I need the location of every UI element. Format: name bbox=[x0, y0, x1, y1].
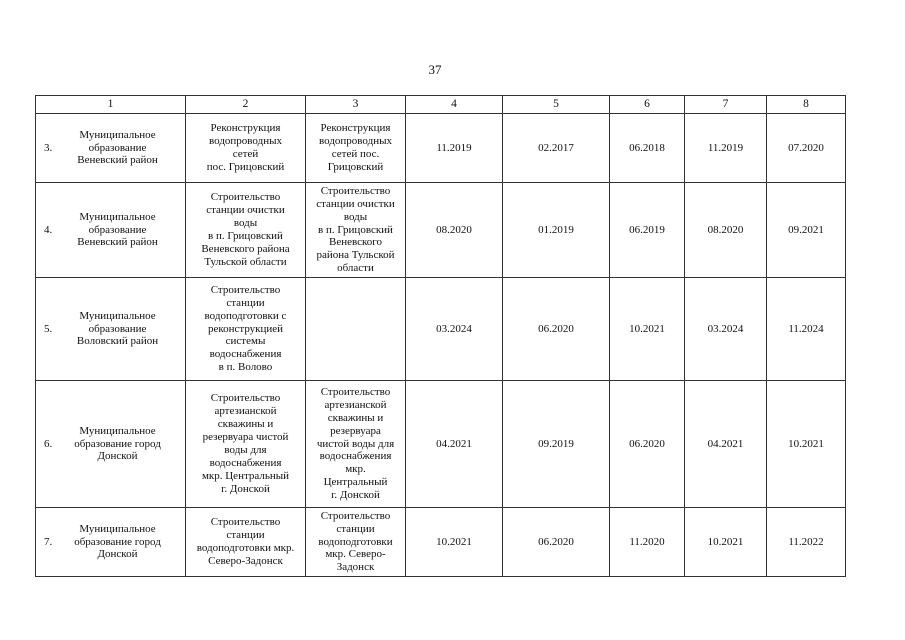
project-description-cell: Строительство станции водоподготовки мкр. Северо- Задонск bbox=[306, 508, 406, 577]
date-cell: 01.2019 bbox=[503, 183, 610, 278]
table-row bbox=[36, 278, 846, 381]
municipality-cell bbox=[36, 278, 186, 381]
project-name-cell: Строительство станции очистки воды в п. Грицовский Веневского района Тульской области bbox=[186, 183, 306, 278]
column-header: 8 bbox=[767, 96, 846, 114]
column-header: 1 bbox=[36, 96, 186, 114]
date-cell: 04.2021 bbox=[685, 381, 767, 508]
schedule-table bbox=[35, 95, 846, 577]
municipality-name: Муниципальное образование Веневский район bbox=[77, 210, 158, 249]
date-cell: 11.2022 bbox=[767, 508, 846, 577]
date-cell: 10.2021 bbox=[685, 508, 767, 577]
date-cell: 09.2021 bbox=[767, 183, 846, 278]
table-row bbox=[36, 114, 846, 183]
date-cell: 08.2020 bbox=[685, 183, 767, 278]
date-cell: 11.2024 bbox=[767, 278, 846, 381]
table-header-row bbox=[36, 96, 846, 114]
date-cell: 07.2020 bbox=[767, 114, 846, 183]
municipality-cell bbox=[36, 508, 186, 577]
column-header: 6 bbox=[610, 96, 685, 114]
date-cell: 06.2020 bbox=[610, 381, 685, 508]
project-name-cell: Реконструкция водопроводных сетей пос. Грицовский bbox=[186, 114, 306, 183]
date-cell: 03.2024 bbox=[685, 278, 767, 381]
municipality-name: Муниципальное образование Воловский район bbox=[76, 309, 159, 348]
row-number: 4. bbox=[44, 223, 53, 236]
date-cell: 06.2018 bbox=[610, 114, 685, 183]
date-cell: 10.2021 bbox=[406, 508, 503, 577]
date-cell: 09.2019 bbox=[503, 381, 610, 508]
project-name-cell: Строительство станции водоподготовки мкр. Северо-Задонск bbox=[186, 508, 306, 577]
municipality-cell bbox=[36, 183, 186, 278]
project-description-cell: Строительство станции очистки воды в п. Грицовский Веневского района Тульской области bbox=[306, 183, 406, 278]
date-cell: 08.2020 bbox=[406, 183, 503, 278]
date-cell: 10.2021 bbox=[767, 381, 846, 508]
municipality-name: Муниципальное образование Веневский район bbox=[77, 128, 158, 167]
table-row bbox=[36, 508, 846, 577]
project-name-cell: Строительство станции водоподготовки с реконструкцией системы водоснабжения в п. Волово bbox=[186, 278, 306, 381]
column-header: 5 bbox=[503, 96, 610, 114]
date-cell: 04.2021 bbox=[406, 381, 503, 508]
row-number: 7. bbox=[44, 535, 53, 548]
table-row bbox=[36, 183, 846, 278]
project-description-cell: Строительство артезианской скважины и резервуара чистой воды для водоснабжения мкр. Центральный г. Донской bbox=[306, 381, 406, 508]
municipality-cell bbox=[36, 114, 186, 183]
project-description-cell bbox=[306, 278, 406, 381]
date-cell: 11.2019 bbox=[685, 114, 767, 183]
date-cell: 02.2017 bbox=[503, 114, 610, 183]
municipality-cell bbox=[36, 381, 186, 508]
row-number: 6. bbox=[44, 437, 53, 450]
row-number: 5. bbox=[44, 322, 53, 335]
column-header: 3 bbox=[306, 96, 406, 114]
date-cell: 11.2019 bbox=[406, 114, 503, 183]
date-cell: 06.2020 bbox=[503, 508, 610, 577]
municipality-name: Муниципальное образование город Донской bbox=[74, 522, 161, 561]
table-row bbox=[36, 381, 846, 508]
date-cell: 06.2019 bbox=[610, 183, 685, 278]
date-cell: 10.2021 bbox=[610, 278, 685, 381]
municipality-name: Муниципальное образование город Донской bbox=[74, 424, 161, 463]
date-cell: 06.2020 bbox=[503, 278, 610, 381]
column-header: 4 bbox=[406, 96, 503, 114]
project-description-cell: Реконструкция водопроводных сетей пос. Грицовский bbox=[306, 114, 406, 183]
date-cell: 11.2020 bbox=[610, 508, 685, 577]
project-name-cell: Строительство артезианской скважины и резервуара чистой воды для водоснабжения мкр. Центральный г. Донской bbox=[186, 381, 306, 508]
page-number: 37 bbox=[428, 62, 442, 77]
row-number: 3. bbox=[44, 141, 53, 154]
column-header: 7 bbox=[685, 96, 767, 114]
column-header: 2 bbox=[186, 96, 306, 114]
date-cell: 03.2024 bbox=[406, 278, 503, 381]
